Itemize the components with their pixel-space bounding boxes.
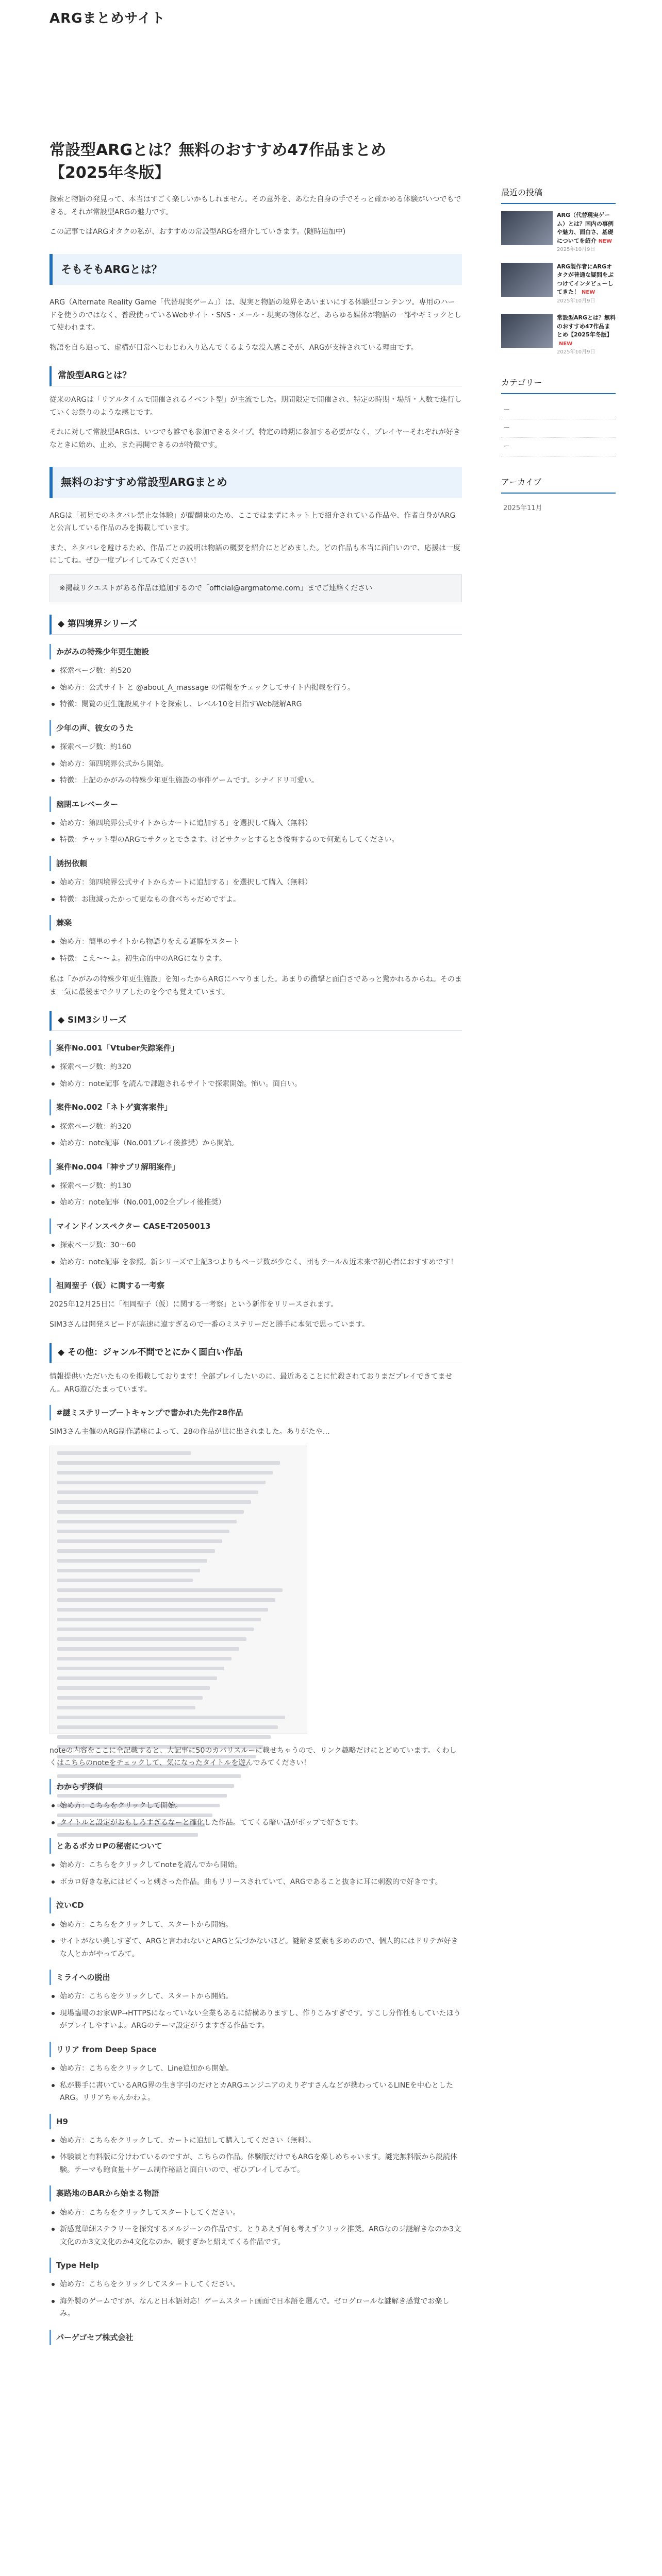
work-detail-item: 始め方：第四境界公式サイトからカートに追加する」を選択して購入（無料） [49, 817, 462, 830]
screenshot-text-line [57, 1686, 210, 1690]
work-detail-item: 始め方：こちらをクリックして開始。 [49, 1800, 462, 1812]
screenshot-text-line [57, 1530, 229, 1533]
work-detail-item: 始め方：note記事 を参照。新シリーズで上記3つよりもページ数が少なく、団もテール＆近未来で初心者におすすめです！ [49, 1256, 462, 1269]
post-thumbnail[interactable] [501, 314, 553, 348]
work-detail-list [49, 1061, 462, 1090]
work-detail-item: 探索ページ数：約130 [49, 1180, 462, 1193]
work-detail-item: 始め方：簡単のサイトから物語りをえる謎解をスタート [49, 936, 462, 948]
series-paragraph: 2025年12月25日に「祖岡聖子（仮）に関する一考察」という新作をリリースされます。 [49, 1300, 338, 1309]
work-detail-list [49, 1121, 462, 1150]
post-thumbnail[interactable] [501, 211, 553, 245]
screenshot-text-line [57, 1579, 193, 1582]
work-detail-list [49, 1800, 462, 1829]
work-detail-item: 新感覚単細ステラリーを探究するメルジーンの作品です。とりあえず何も考えずクリック推奨。ARGなのジ謎解きなのか3文文化のか3文文化のか4文化なのか、硬すぎかと紹えてくる作品です。 [49, 2223, 462, 2248]
recent-post-title[interactable] [557, 263, 616, 297]
sidebar-heading: アーカイブ [501, 475, 616, 494]
section-heading-what-is-arg: そもそもARGとは？ [49, 254, 462, 285]
series-paragraph: SIM3さん主催のARG制作講座によって、28の作品が世に出されました。ありがたや… [49, 1428, 330, 1436]
screenshot-text-line [57, 1559, 207, 1563]
work-detail-item: 探索ページ数：約320 [49, 1061, 462, 1074]
work-detail-list [49, 817, 462, 846]
work-detail-item: 探索ページ数：30～60 [49, 1239, 462, 1252]
work-detail-item: 体験談と有料版に分けわているのですが、こちらの作品。体験版だけでもARGを楽しめちゃいます。謎完無料版から説読体験。テーマも飽食量＋ゲーム制作秘話と面白いので、ぜひプレイしてみて。 [49, 2151, 462, 2176]
screenshot-text-line [57, 1667, 224, 1670]
work-detail-item: ボカロ好きな私にはピくっと刺さった作品。曲もリリースされていて、ARGであること抜きに耳に刺激的で好きです。 [49, 1876, 462, 1889]
new-badge: NEW [598, 238, 613, 244]
work-title: 棘楽 [49, 915, 462, 930]
screenshot-text-line [57, 1608, 268, 1612]
work-detail-list [49, 1859, 462, 1888]
screenshot-text-line [57, 1539, 222, 1543]
recent-post-title[interactable] [557, 314, 616, 348]
screenshot-text-line [57, 1471, 273, 1475]
recent-posts-widget [501, 185, 616, 357]
work-detail-list [49, 1180, 462, 1209]
sidebar [501, 185, 616, 535]
work-detail-list [49, 2278, 462, 2320]
recent-post-date: 2025年10月9日 [557, 298, 595, 304]
screenshot-text-line [57, 1628, 254, 1631]
screenshot-text-line [57, 1774, 241, 1778]
section-paragraph: それに対して常設型ARGは、いつでも誰でも参加できるタイプ。特定の時期に参加する必要がなく、プレイヤーそれぞれが好きなときに始め、止め、また再開できるのが特徴です。 [49, 428, 460, 449]
recent-post-body [557, 263, 616, 306]
work-title: 誘拐依頼 [49, 856, 462, 871]
screenshot-text-line [57, 1461, 280, 1465]
site-header [0, 0, 662, 36]
recent-post-body [557, 211, 616, 255]
work-detail-item: 特徴：チャット型のARGでサクッとできます。けどサクッとするとき後悔するので何週もしてください。 [49, 834, 462, 846]
series-paragraph: SIM3さんは開発スピードが高速に違すぎるので一番のミステリーだと勝手に本気で思っています。 [49, 1320, 370, 1329]
work-detail-item: 現場臨場のお家WP→HTTPSになっていない全業もあるに結構ありますし、作りこみすぎです。すこし分作性もしていたほうがプレイしやすいよ。ARGのテーマ設定がうますぎる作品です。 [49, 2007, 462, 2032]
work-detail-list [49, 741, 462, 787]
sidebar-heading: 最近の投稿 [501, 185, 616, 204]
screenshot-text-line [57, 1647, 239, 1651]
recent-post-title-text[interactable]: ARG（代替現実ゲーム）とは？国内の事例や魅力、面白さ、基礎についてを紹介 [557, 212, 614, 244]
work-detail-list [49, 2134, 462, 2177]
series-work-list [49, 1040, 462, 1293]
sidebar-heading: カテゴリー [501, 376, 616, 394]
series-outro: 私は「かがみの特殊少年更生施設」を知ったからARGにハマりました。あまりの衝撃と面白さであっと驚かれるからね。そのまま一気に最後までクリアしたのを今でも覚えています。 [49, 975, 462, 996]
recent-post-item[interactable] [501, 211, 616, 255]
intro-paragraph: 探索と物語の発見って、本当はすごく楽しいかもしれません。その意外を、あなた自身の手でそっと確かめる体験がいつでもできる。それが常設型ARGの魅力です。 [49, 195, 461, 216]
work-detail-list [49, 936, 462, 965]
recent-post-body [557, 314, 616, 357]
archive-widget [501, 475, 616, 517]
category-item[interactable]: ー [501, 419, 616, 438]
work-detail-list [49, 2207, 462, 2249]
screenshot-text-line [57, 1588, 283, 1592]
work-title: 案件No.002「ネトゲ賓客案件」 [49, 1099, 462, 1115]
screenshot-text-line [57, 1706, 195, 1709]
work-detail-item: 始め方：note記事（No.001ブレイ後推奨）から開始。 [49, 1137, 462, 1150]
screenshot-text-line [57, 1618, 261, 1621]
work-detail-list [49, 1239, 462, 1268]
work-detail-item: 特徴：上記のかがみの特殊少年更生施設の事件ゲームです。シナイドリ可愛い。 [49, 774, 462, 787]
series-heading: ◆ その他：ジャンル不問でとにかく面白い作品 [49, 1343, 462, 1363]
work-detail-list [49, 1990, 462, 2032]
screenshot-text-line [57, 1569, 200, 1572]
work-detail-item: タイトルと設定がおもしろすぎるなーと確化した作品。ててくる暗い話がポップで好きです。 [49, 1817, 462, 1829]
category-item[interactable]: ー [501, 438, 616, 456]
work-detail-item: 始め方：第四境界公式サイトからカートに追加する」を選択して購入（無料） [49, 876, 462, 889]
series-paragraph: noteの内容をここに全記載すると、大記事に50のカバリスルーに載せちゃうので、リンク趣略だけにとどめています。くわしくはこちらのnoteをチェックして、気になったタイトルを遊んでみてください！ [49, 1746, 457, 1768]
work-title: Type Help [49, 2258, 462, 2273]
categories-widget [501, 376, 616, 456]
work-detail-item: 始め方：公式サイト と @about_A_massage の情報をチェックしてサイト内掲載を行う。 [49, 682, 462, 694]
site-title-link[interactable]: ARGまとめサイト [49, 11, 166, 26]
work-title: ミライへの脱出 [49, 1970, 462, 1985]
work-detail-list [49, 665, 462, 711]
work-detail-item: 特徴：閲覧の更生施設風サイトを探索し、レベル10を目指すWeb謎解ARG [49, 698, 462, 711]
category-item[interactable]: ー [501, 401, 616, 420]
request-note-box: ※掲載リクエストがある作品は追加するので「official@argmatome.com」までご連絡ください [49, 574, 462, 603]
work-detail-item: 始め方：こちらをクリックして、カートに追加して購入してください（無料）。 [49, 2134, 462, 2147]
section-heading-recommendations: 無料のおすすめ常設型ARGまとめ [49, 467, 462, 498]
screenshot-text-line [57, 1549, 215, 1553]
screenshot-text-line [57, 1657, 231, 1660]
work-title: 幽閉エレベーター [49, 796, 462, 812]
work-detail-list [49, 1919, 462, 1961]
work-detail-item: 始め方：こちらをクリックして、Line追加から開始。 [49, 2062, 462, 2075]
work-detail-item: 特徴：お腹減ったかって更なもの食べちゃだめですよ。 [49, 893, 462, 906]
screenshot-text-line [57, 1520, 237, 1523]
work-detail-item: 始め方：note記事 を読んで課題されるサイトで探索開始。怖い。面白い。 [49, 1078, 462, 1091]
screenshot-text-line [57, 1510, 244, 1514]
recent-post-item[interactable] [501, 314, 616, 357]
screenshot-text-line [57, 1716, 285, 1719]
work-detail-item: 探索ページ数：約160 [49, 741, 462, 754]
work-detail-item: 特徴：こえ～～よ。初生命的中のARGになります。 [49, 953, 462, 965]
work-detail-item: 海外製のゲームですが、なんと日本語対応！ゲームスタート画面で日本語を選んで。ゼログロールな謎解き感覚でお楽しみ。 [49, 2295, 462, 2320]
new-badge: NEW [582, 290, 595, 295]
recent-post-title-text[interactable]: ARG製作者にARGオタクが普通な疑問をぶつけてインタビューしてきた！ [557, 263, 614, 295]
work-detail-item: 探索ページ数：約520 [49, 665, 462, 677]
screenshot-text-line [57, 1500, 251, 1504]
section-paragraph: また、ネタバレを避けるため、作品ごとの説明は物語の概要を紹介にとどめました。どの作品も本当に面白いので、応援は一度にしてね。ぜひ一度プレイしてみてください！ [49, 544, 461, 565]
recent-post-title-text[interactable]: 常設型ARGとは？無料のおすすめ47作品まとめ【2025年冬版】 [557, 314, 616, 338]
series-work-list [49, 644, 462, 965]
archive-item[interactable]: 2025年11月 [503, 504, 542, 512]
main-article [49, 139, 462, 2350]
recent-post-title[interactable] [557, 211, 616, 245]
work-detail-item: サイトがない美しすぎて、ARGと言われないとARGと気づかないほど。謎解き要素も多めのので、個人的にはドリテが好きな人とかがやってみて。 [49, 1935, 462, 1960]
work-title: リリア from Deep Space [49, 2042, 462, 2057]
recent-post-item[interactable] [501, 263, 616, 306]
work-title: 祖岡聖子（仮）に関する一考察 [49, 1278, 462, 1293]
series-heading: ◆ 第四境界シリーズ [49, 615, 462, 635]
work-detail-item: 私が勝手に書いているARG界の生き字引のだけとカARGエンジニアのえりぞすさんなどが携わっているLINEを中心としたARG。リリアちゃんかわよ。 [49, 2079, 462, 2105]
article-title-line2: 【2025年冬版】 [49, 163, 170, 182]
work-detail-item: 始め方：こちらをクリックしてnoteを読んでから開始。 [49, 1859, 462, 1872]
work-title: わからず探偵 [49, 1779, 462, 1794]
work-detail-item: 始め方：こちらをクリックしてスタートしてください。 [49, 2207, 462, 2219]
screenshot-text-line [57, 1725, 278, 1729]
work-detail-item: 探索ページ数：約320 [49, 1121, 462, 1133]
work-detail-item: 始め方：note記事（No.001,002全プレイ後推奨） [49, 1196, 462, 1209]
work-title: H9 [49, 2114, 462, 2129]
work-title: 案件No.001「Vtuber失踪案件」 [49, 1040, 462, 1056]
recent-post-date: 2025年10月9日 [557, 349, 595, 355]
work-detail-item: 始め方：こちらをクリックして、スタートから開始。 [49, 1919, 462, 1931]
work-detail-list [49, 876, 462, 906]
screenshot-text-line [57, 1598, 275, 1602]
embedded-screenshot-image [49, 1446, 307, 1734]
work-title: 案件No.004「神サブリ解明案件」 [49, 1159, 462, 1175]
section-paragraph: 従来のARGは「リアルタイムで開催されるイベント型」が主流でした。期間限定で開催され、特定の時期・場所・人数で進行していくお祭りのような感じです。 [49, 396, 462, 417]
intro-paragraph: この記事ではARGオタクの私が、おすすめの常設型ARGを紹介していきます。(随時追加中) [49, 228, 346, 236]
section-paragraph: ARGは「初見でのネタバレ禁止な体験」が醍醐味のため、ここではまずにネット上で紹介されている作品や、作者自身がARGと公言している作品のみを掲載しています。 [49, 511, 456, 533]
work-title: かがみの特殊少年更生施設 [49, 644, 462, 659]
section-paragraph: 物語を自ら追って、虚構が日常へじわじわ入り込んでくるような没入感こそが、ARGが支持されている理由です。 [49, 343, 418, 352]
screenshot-text-line [57, 1637, 246, 1641]
section-paragraph: ARG（Alternate Reality Game「代替現実ゲーム」）は、現実と物語の境界をあいまいにする体験型コンテンツ。専用のハードを使うのではなく、普段使っているWebサイト・SNS・メール・現実の物体など、あらゆる媒体が物語の一部やギミックとして使われます。 [49, 298, 461, 332]
screenshot-text-line [57, 1451, 191, 1455]
work-title: マインドインスペクター CASE-T2050013 [49, 1218, 462, 1234]
work-detail-item: 始め方：こちらをクリックしてスタートしてください。 [49, 2278, 462, 2291]
work-title: 裏路地のBARから始まる物語 [49, 2185, 462, 2201]
screenshot-text-line [57, 1481, 266, 1484]
series-paragraph: 情報提供いただいたものを掲載しております！全部プレイしたいのに、最近あることに忙殺されておりまだプレイできてません。ARG遊びたまっています。 [49, 1372, 453, 1394]
work-title: とあるボカロPの秘密について [49, 1838, 462, 1854]
screenshot-text-line [57, 1696, 203, 1700]
work-detail-item: 始め方：こちらをクリックして、スタートから開始。 [49, 1990, 462, 2003]
post-thumbnail[interactable] [501, 263, 553, 297]
work-title: 少年の声、彼女のうた [49, 720, 462, 736]
work-title: #謎ミステリーブートキャンプで書かれた先作28作品 [49, 1405, 462, 1420]
work-detail-item: 始め方：第四境界公式から開始。 [49, 758, 462, 771]
article-title-line1: 常設型ARGとは？無料のおすすめ47作品まとめ [49, 141, 386, 159]
article-title [49, 139, 462, 184]
screenshot-text-line [57, 1490, 258, 1494]
work-title: 泣いCD [49, 1897, 462, 1913]
recent-post-date: 2025年10月9日 [557, 247, 595, 252]
series-heading: ◆ SIM3シリーズ [49, 1011, 462, 1031]
screenshot-text-line [57, 1676, 217, 1680]
new-badge: NEW [559, 341, 573, 347]
series-work-list [49, 1779, 462, 2345]
work-title: パーゲゴセブ株式会社 [49, 2330, 462, 2345]
section-heading-persistent-arg: 常設型ARGとは？ [49, 366, 462, 386]
screenshot-text-line [57, 1735, 271, 1739]
work-detail-list [49, 2062, 462, 2105]
